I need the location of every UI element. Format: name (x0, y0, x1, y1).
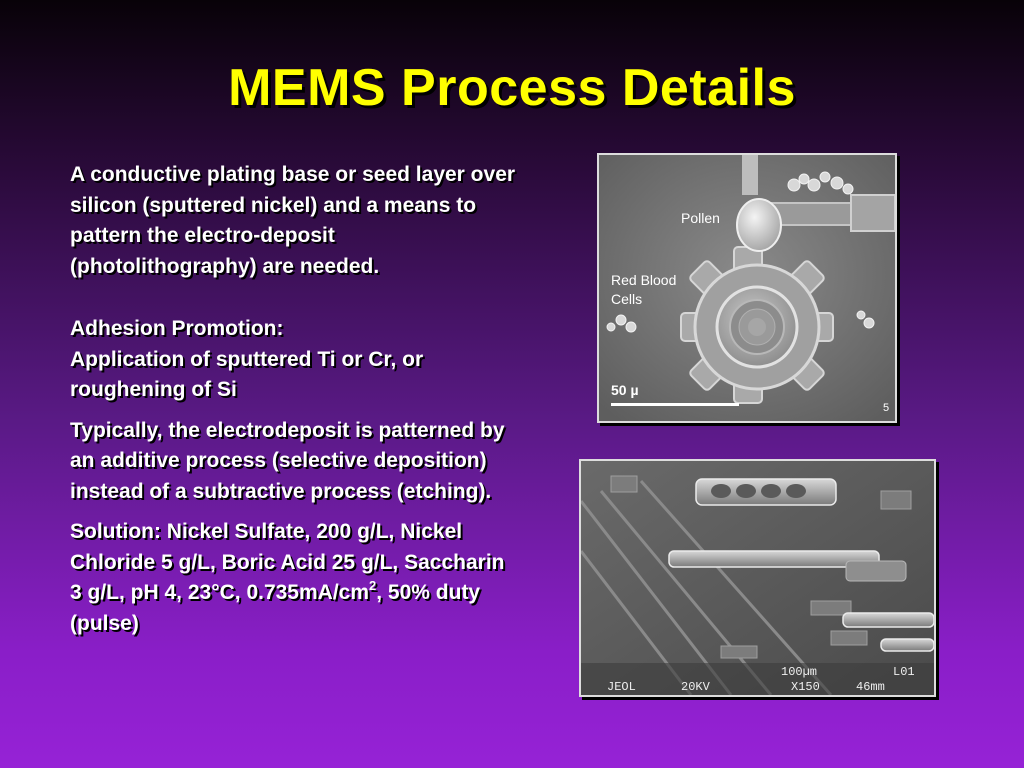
corner-number: 5 (883, 402, 890, 414)
micro-scale-label: 100µm (781, 665, 818, 679)
paragraph-additive-process: Typically, the electrodeposit is patterned by an additive process (selective deposition) instead of a subtractive process (etching). (70, 418, 505, 503)
micro-working-distance: 46mm (856, 680, 885, 694)
micro-code: L01 (893, 665, 915, 679)
scale-bar (611, 403, 739, 406)
adhesion-heading: Adhesion Promotion: (70, 317, 284, 340)
micro-kv: 20KV (681, 680, 710, 694)
label-cells: Cells (611, 291, 643, 307)
slide-title: MEMS Process Details (228, 59, 796, 117)
solution-tail: , 50% duty (pulse) (70, 581, 481, 635)
paragraph-adhesion (70, 314, 520, 406)
solution-superscript: 2 (369, 578, 377, 593)
paragraph-plating-base: A conductive plating base or seed layer over silicon (sputtered nickel) and a means to pattern the electro-deposit (photolithography) are needed. (70, 163, 516, 278)
micro-magnification: X150 (791, 680, 820, 694)
paragraph-solution (70, 517, 520, 639)
body-text (70, 160, 520, 639)
sem-microstructure-graphic (581, 461, 934, 695)
adhesion-detail: Application of sputtered Ti or Cr, or roughening of Si (70, 347, 424, 401)
micro-brand: JEOL (607, 680, 636, 694)
label-pollen: Pollen (681, 210, 720, 226)
label-red-blood: Red Blood (611, 272, 677, 288)
solution-text: Solution: Nickel Sulfate, 200 g/L, Nickel Chloride 5 g/L, Boric Acid 25 g/L, Saccharin 3 g/L, pH 4, 23°C, 0.735mA/cm (70, 520, 505, 604)
sem-image-gear (597, 153, 897, 423)
sem-image-microstructures (579, 459, 936, 697)
sem-gear-graphic (599, 155, 895, 421)
scale-label: 50 µ (611, 382, 639, 398)
